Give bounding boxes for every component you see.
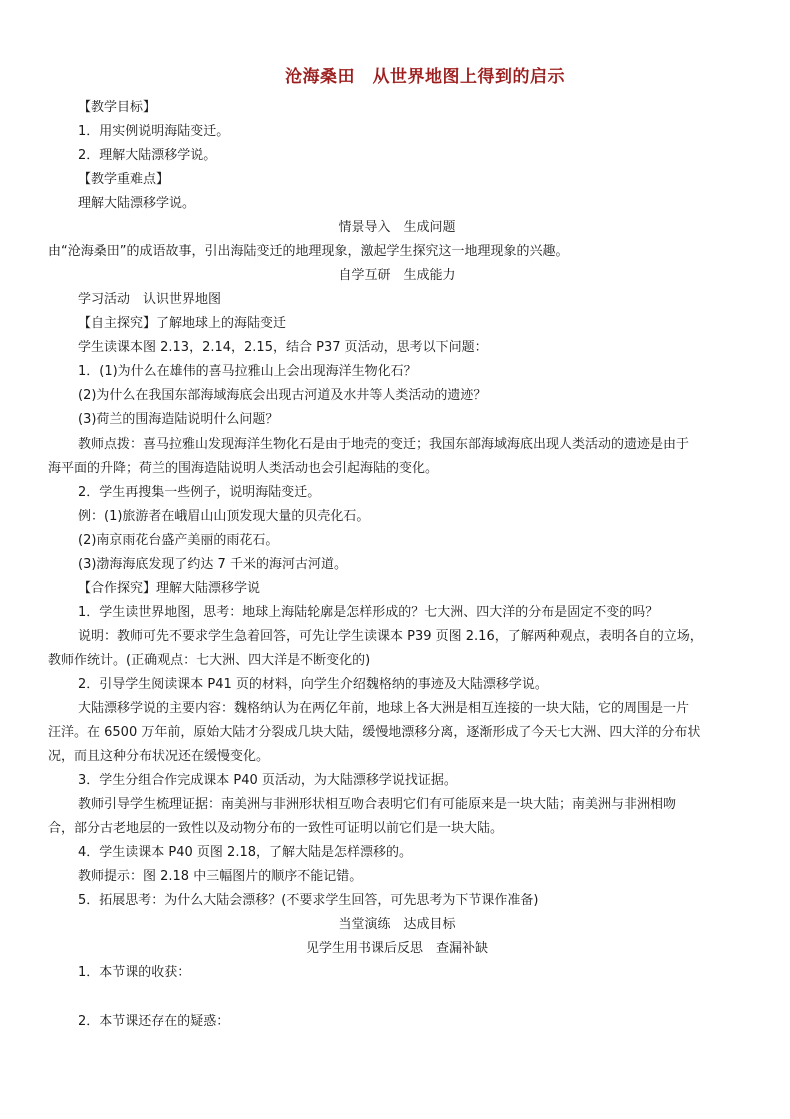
text-line: 教师作统计。(正确观点：七大洲、四大洋是不断变化的) [48,653,371,668]
text-line: 2．学生再搜集一些例子，说明海陆变迁。 [78,485,321,500]
page-title: 沧海桑田 从世界地图上得到的启示 [285,67,565,87]
text-line: 1．(1)为什么在雄伟的喜马拉雅山上会出现海洋生物化石？ [78,364,417,379]
text-line: 学生读课本图 2.13，2.14，2.15，结合 P37 页活动，思考以下问题： [78,340,488,355]
text-line: 2．理解大陆漂移学说。 [78,148,217,163]
text-line: 2．本节课还存在的疑惑： [78,1014,230,1029]
text-line: 1．本节课的收获： [78,965,191,980]
text-line: 【教学目标】 [78,100,157,115]
text-line: 说明：教师可先不要求学生急着回答，可先让学生读课本 P39 页图 2.16，了解两种观点，表明各自的立场， [78,629,703,644]
text-line: 教师点拨：喜马拉雅山发现海洋生物化石是由于地壳的变迁；我国东部海域海底出现人类活动的遗迹是由于 [78,437,690,452]
text-line: 学习活动 认识世界地图 [78,292,222,307]
text-line: 例：(1)旅游者在峨眉山山顶发现大量的贝壳化石。 [78,509,370,524]
text-line: 海平面的升降；荷兰的围海造陆说明人类活动也会引起海陆的变化。 [48,461,439,476]
text-line: 1．学生读世界地图，思考：地球上海陆轮廓是怎样形成的？七大洲、四大洋的分布是固定不变的吗？ [78,605,659,620]
text-line: (2)为什么在我国东部海域海底会出现古河道及水井等人类活动的遗迹？ [78,388,487,403]
text-line: 5．拓展思考：为什么大陆会漂移？(不要求学生回答，可先思考为下节课作准备) [78,893,539,908]
text-line: 【自主探究】了解地球上的海陆变迁 [78,316,287,331]
section-heading: 自学互研 生成能力 [338,268,456,283]
text-line: 教师提示：图 2.18 中三幅图片的顺序不能记错。 [78,869,363,884]
text-line: 【教学重难点】 [78,172,170,187]
section-heading: 见学生用书课后反思 查漏补缺 [305,941,488,956]
text-line: (2)南京雨花台盛产美丽的雨花石。 [78,533,279,548]
section-heading: 情景导入 生成问题 [338,220,456,235]
text-line: 理解大陆漂移学说。 [78,196,196,211]
text-line: 3．学生分组合作完成课本 P40 页活动，为大陆漂移学说找证据。 [78,773,457,788]
text-line: 2．引导学生阅读课本 P41 页的材料，向学生介绍魏格纳的事迹及大陆漂移学说。 [78,677,548,692]
text-line: 1．用实例说明海陆变迁。 [78,124,230,139]
text-line: (3)荷兰的围海造陆说明什么问题？ [78,412,279,427]
text-line: 4．学生读课本 P40 页图 2.18，了解大陆是怎样漂移的。 [78,845,412,860]
text-line: 合，部分古老地层的一致性以及动物分布的一致性可证明以前它们是一块大陆。 [48,821,504,836]
text-line: 教师引导学生梳理证据：南美洲与非洲形状相互吻合表明它们有可能原来是一块大陆；南美洲与非洲相吻 [78,797,677,812]
text-line: 由“沧海桑田”的成语故事，引出海陆变迁的地理现象，激起学生探究这一地理现象的兴趣。 [48,244,569,259]
text-line: 况，而且这种分布状况还在缓慢变化。 [48,749,270,764]
text-line: 【合作探究】理解大陆漂移学说 [78,581,261,596]
text-line: 汪洋。在 6500 万年前，原始大陆才分裂成几块大陆，缓慢地漂移分离，逐渐形成了今天七大洲、四大洋的分布状 [48,725,701,740]
text-line: (3)渤海海底发现了约达 7 千米的海河古河道。 [78,557,347,572]
section-heading: 当堂演练 达成目标 [338,917,456,932]
text-line: 大陆漂移学说的主要内容：魏格纳认为在两亿年前，地球上各大洲是相互连接的一块大陆，它的周围是一片 [78,701,690,716]
